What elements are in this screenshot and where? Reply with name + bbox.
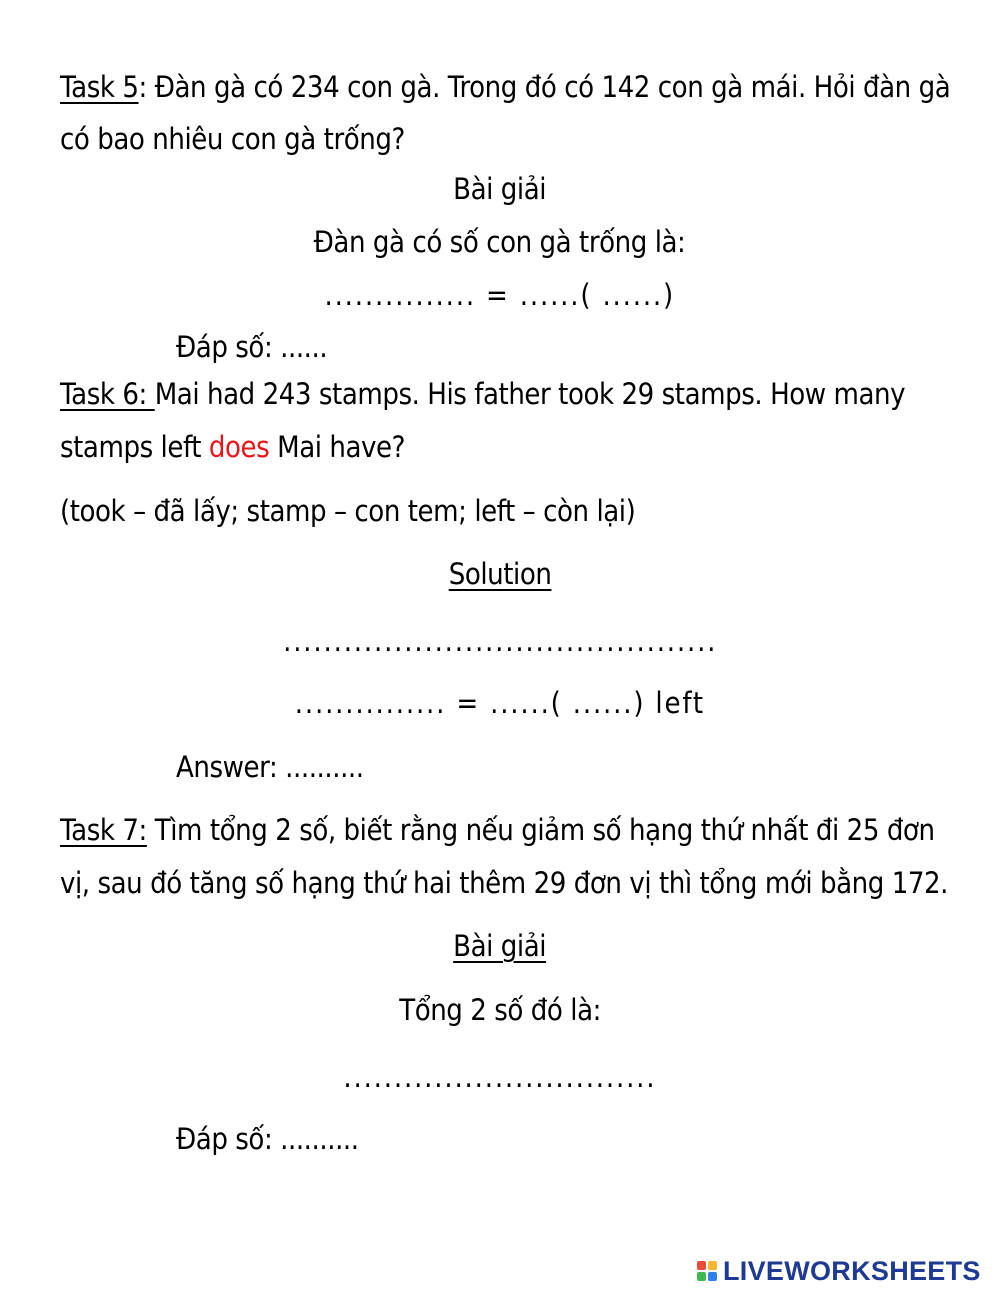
task5-heading-text: Bài giải <box>453 172 547 206</box>
task6-answer[interactable]: Answer: .......... <box>176 750 364 784</box>
task5-equation-blank[interactable]: ............... = ......( ......) <box>324 278 676 312</box>
task6-glossary: (took – đã lấy; stamp – con tem; left – còn lại) <box>60 494 636 528</box>
task7-equation-blank[interactable]: ............................... <box>343 1060 657 1094</box>
task7-label: Task 7: <box>60 813 147 847</box>
logo-square-yellow <box>708 1261 717 1270</box>
task5-statement-text: Đàn gà có số con gà trống là: <box>314 225 686 259</box>
logo-square-red <box>697 1261 706 1270</box>
task6-question-line2 <box>60 430 405 464</box>
task5-answer[interactable]: Đáp số: ...... <box>176 330 328 364</box>
task6-question-text1: Mai had 243 stamps. His father took 29 stamps. How many <box>154 377 906 411</box>
task5-question-line2: có bao nhiêu con gà trống? <box>60 122 405 156</box>
task6-equation <box>0 686 1000 720</box>
task6-text-start: stamps left <box>60 430 209 464</box>
task6-question-line1 <box>60 377 905 411</box>
task7-question-line1 <box>60 813 935 847</box>
task5-label: Task 5 <box>60 70 139 104</box>
task5-question-text1: : Đàn gà có 234 con gà. Trong đó có 142 con gà mái. Hỏi đàn gà <box>138 70 951 104</box>
task6-equation-blank[interactable]: ............... = ......( ......) left <box>294 686 706 720</box>
task6-text-end: Mai have? <box>269 430 406 464</box>
task5-equation <box>0 278 1000 312</box>
task6-statement <box>0 624 1000 658</box>
logo-square-blue <box>708 1272 717 1281</box>
task6-label: Task 6: <box>60 377 155 411</box>
task7-answer[interactable]: Đáp số: .......... <box>176 1122 359 1156</box>
task7-statement <box>0 993 1000 1027</box>
task7-statement-text: Tổng 2 số đó là: <box>399 993 601 1027</box>
liveworksheets-logo-icon <box>697 1261 717 1281</box>
task7-question-text1: Tìm tổng 2 số, biết rằng nếu giảm số hạng thứ nhất đi 25 đơn <box>146 813 935 847</box>
task5-statement <box>0 225 1000 259</box>
task7-question-line2: vị, sau đó tăng số hạng thứ hai thêm 29 đơn vị thì tổng mới bằng 172. <box>60 866 949 900</box>
task7-heading <box>0 929 1000 963</box>
logo-square-green <box>697 1272 706 1281</box>
task5-heading <box>0 172 1000 206</box>
task6-heading-text: Solution <box>448 557 552 591</box>
task6-statement-blank[interactable]: ........................................... <box>282 624 718 658</box>
liveworksheets-logo-text: LIVEWORKSHEETS <box>723 1255 981 1286</box>
task7-equation <box>0 1060 1000 1094</box>
task6-heading <box>0 557 1000 591</box>
liveworksheets-logo <box>697 1256 981 1286</box>
task7-heading-text: Bài giải <box>453 929 547 963</box>
task5-question-line1 <box>60 70 950 104</box>
task6-highlight-word: does <box>208 430 270 464</box>
